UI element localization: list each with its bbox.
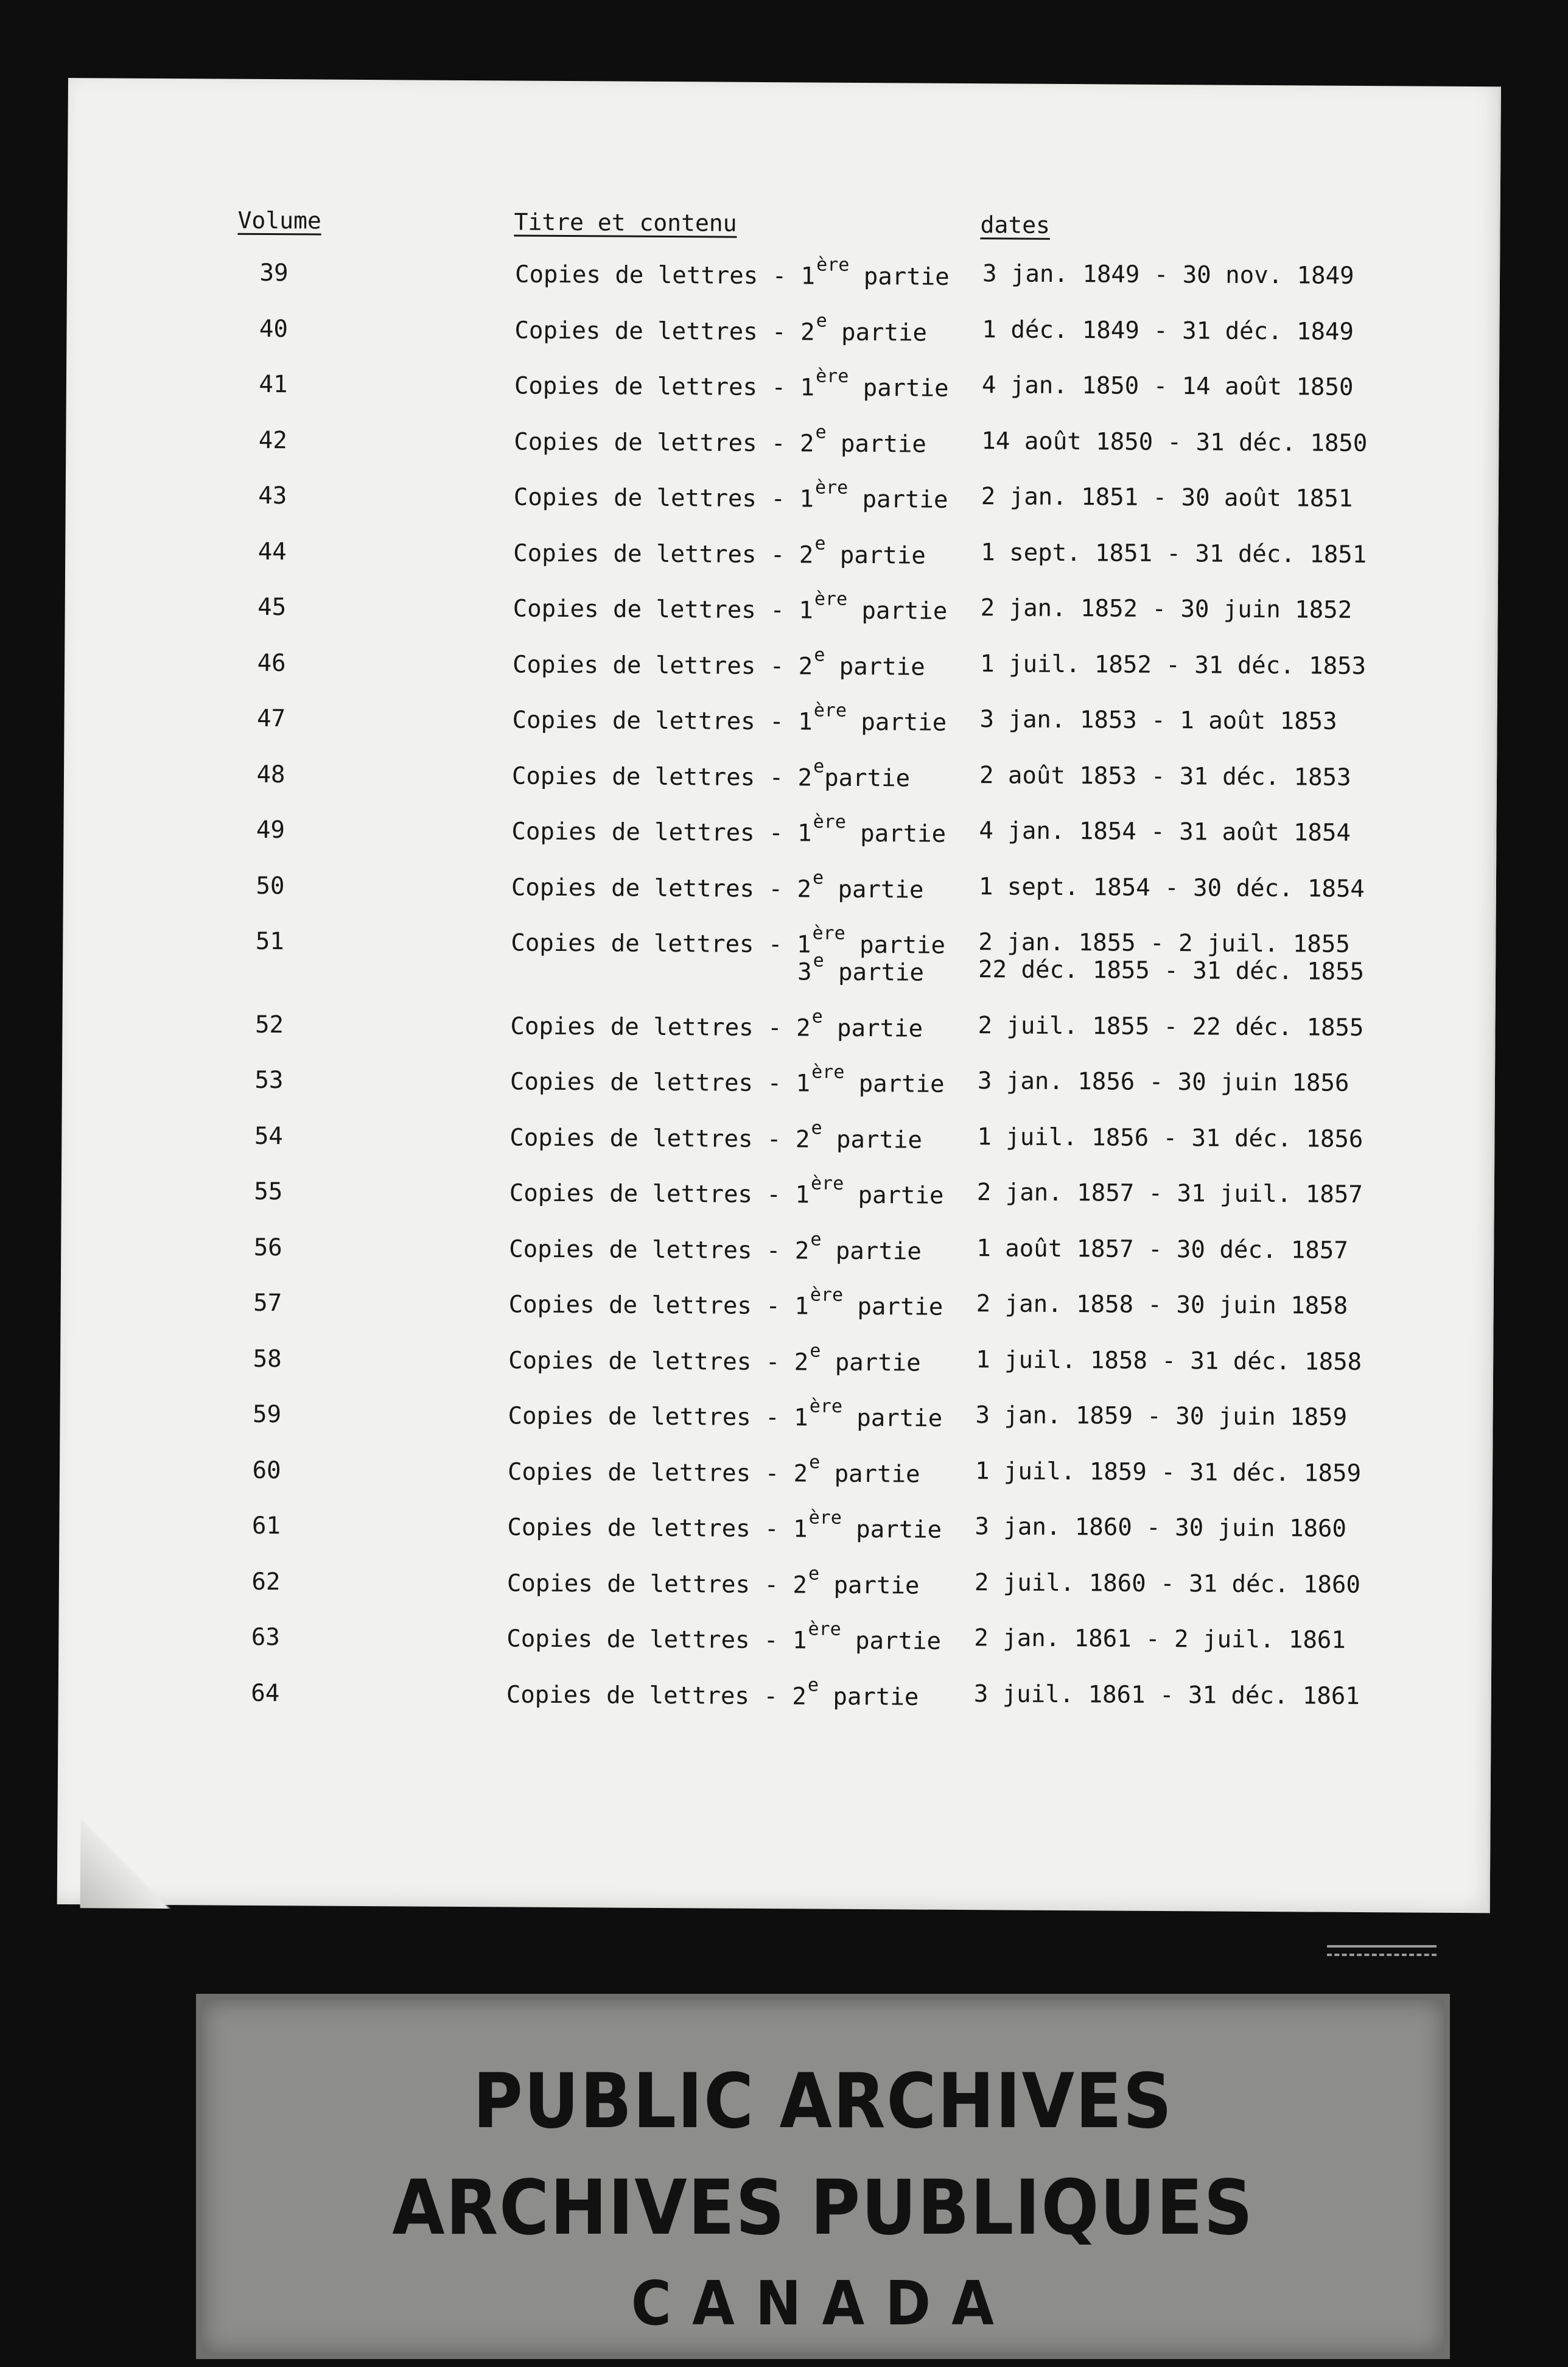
volume-title — [507, 1451, 920, 1489]
title-text: Copies de lettres - 1 — [508, 1291, 809, 1320]
title-superscript: ère — [814, 588, 848, 610]
volume-number: 62 — [251, 1568, 281, 1596]
volume-dates: 2 juil. 1860 - 31 déc. 1860 — [974, 1568, 1361, 1599]
volume-title — [506, 1562, 920, 1600]
title-superscript: ère — [808, 1507, 842, 1529]
volume-title — [506, 1674, 919, 1711]
volume-title — [508, 1284, 943, 1321]
stamp-line-2: ARCHIVES PUBLIQUES — [392, 2164, 1254, 2252]
volume-title — [510, 1005, 923, 1043]
title-text: Copies de lettres - 1 — [514, 372, 815, 402]
volume-title — [513, 533, 926, 570]
volume-number: 48 — [256, 760, 285, 788]
volume-number: 39 — [259, 259, 289, 287]
title-superscript: e — [810, 1339, 821, 1362]
volume-number: 46 — [257, 649, 286, 677]
volume-number: 56 — [253, 1233, 282, 1261]
title-suffix: partie — [849, 374, 949, 402]
volume-dates: 4 jan. 1850 - 14 août 1850 — [981, 371, 1354, 401]
title-suffix: partie — [844, 1070, 945, 1098]
title-text: Copies de lettres - 2 — [512, 650, 813, 680]
title-superscript: ère — [810, 1284, 844, 1306]
header-volume: Volume — [237, 206, 321, 234]
title-superscript: e — [813, 950, 824, 972]
title-superscript: e — [809, 1451, 821, 1473]
title-suffix: partie — [827, 318, 928, 347]
title-superscript: e — [810, 1228, 822, 1250]
title-superscript: ère — [816, 254, 850, 276]
title-suffix: partie — [849, 262, 950, 291]
title-text: Copies de lettres - 1 — [513, 483, 814, 513]
volume-dates: 2 jan. 1851 - 30 août 1851 — [981, 483, 1353, 513]
title-suffix: partie — [821, 1348, 921, 1377]
volume-number: 60 — [252, 1456, 281, 1484]
title-superscript: ère — [813, 811, 846, 833]
title-superscript: e — [813, 755, 825, 777]
volume-title — [513, 477, 948, 514]
title-superscript: ère — [813, 700, 847, 721]
title-text: Copies de lettres - 2 — [514, 316, 815, 346]
volume-dates: 3 jan. 1856 - 30 juin 1856 — [977, 1067, 1349, 1097]
volume-dates: 1 sept. 1854 - 30 déc. 1854 — [978, 872, 1365, 903]
volume-title — [513, 588, 948, 625]
volume-title — [507, 1507, 942, 1544]
title-text: 3 — [797, 958, 812, 986]
title-text: Copies de lettres - 2 — [506, 1680, 807, 1710]
title-text: Copies de lettres - 1 — [513, 595, 813, 625]
title-suffix: partie — [847, 597, 948, 625]
title-superscript: e — [816, 310, 827, 332]
stamp-line-3: CANADA — [631, 2268, 1015, 2339]
volume-number: 44 — [257, 538, 287, 566]
title-superscript: ère — [814, 477, 849, 499]
volume-number: 41 — [259, 370, 288, 399]
title-suffix: partie — [845, 931, 946, 959]
volume-title — [509, 1228, 922, 1266]
volume-title — [512, 644, 925, 681]
volume-number: 54 — [254, 1122, 284, 1150]
volume-dates: 2 jan. 1861 - 2 juil. 1861 — [974, 1624, 1346, 1654]
volume-number: 61 — [251, 1512, 281, 1540]
title-superscript: ère — [810, 1173, 844, 1194]
title-suffix: partie — [841, 1627, 942, 1655]
volume-dates: 1 sept. 1851 - 31 déc. 1851 — [981, 538, 1367, 569]
volume-number: 63 — [251, 1623, 280, 1652]
title-text: Copies de lettres - 2 — [506, 1569, 808, 1599]
volume-title — [511, 811, 947, 848]
title-text: Copies de lettres - 2 — [509, 1123, 810, 1153]
volume-title — [514, 254, 950, 291]
volume-dates: 3 jan. 1860 - 30 juin 1860 — [975, 1513, 1347, 1543]
document-page — [57, 78, 1501, 1913]
title-text: Copies de lettres - 1 — [511, 929, 811, 959]
volume-title — [514, 421, 927, 458]
title-text: Copies de lettres - 2 — [509, 1235, 810, 1264]
header-dates: dates — [980, 211, 1051, 239]
volume-title — [514, 365, 949, 402]
volume-dates-continuation: 22 déc. 1855 - 31 déc. 1855 — [978, 956, 1365, 986]
header-title: Titre et contenu — [514, 208, 737, 237]
volume-number: 53 — [254, 1066, 284, 1095]
volume-title — [511, 866, 924, 904]
title-suffix: partie — [820, 1460, 920, 1489]
title-suffix: partie — [826, 430, 927, 458]
title-text: Copies de lettres - 1 — [509, 1068, 811, 1098]
title-text: Copies de lettres - 2 — [513, 539, 814, 569]
volume-dates: 4 jan. 1854 - 31 août 1854 — [979, 817, 1351, 847]
title-suffix: partie — [846, 708, 947, 737]
title-text: Copies de lettres - 1 — [512, 706, 813, 736]
archives-stamp — [196, 1994, 1450, 2359]
title-superscript: e — [811, 1117, 822, 1139]
volume-number: 42 — [258, 426, 287, 454]
title-text: Copies de lettres - 2 — [507, 1457, 808, 1487]
volume-title — [509, 1173, 944, 1210]
volume-title — [509, 1117, 923, 1154]
volume-dates: 1 déc. 1849 - 31 déc. 1849 — [982, 315, 1354, 346]
volume-title — [511, 922, 946, 959]
stamp-line-1: PUBLIC ARCHIVES — [473, 2058, 1173, 2145]
volume-number: 58 — [253, 1345, 282, 1373]
title-text: Copies de lettres - 1 — [507, 1513, 808, 1543]
title-superscript: e — [814, 644, 825, 666]
title-superscript: ère — [811, 1061, 845, 1083]
volume-dates: 1 août 1857 - 30 déc. 1857 — [976, 1234, 1348, 1264]
volume-title — [514, 310, 928, 347]
volume-dates: 2 jan. 1855 - 2 juil. 1855 — [978, 928, 1350, 958]
volume-number: 49 — [256, 816, 285, 844]
volume-dates: 2 août 1853 - 31 déc. 1853 — [979, 761, 1351, 791]
title-text: Copies de lettres - 2 — [514, 427, 814, 457]
volume-dates: 3 jan. 1849 - 30 nov. 1849 — [982, 260, 1354, 290]
volume-dates: 1 juil. 1852 - 31 déc. 1853 — [980, 650, 1367, 680]
volume-title-continuation — [797, 950, 925, 987]
volume-dates: 14 août 1850 - 31 déc. 1850 — [981, 427, 1368, 457]
volume-number: 47 — [256, 704, 286, 733]
volume-number: 45 — [257, 593, 287, 622]
volume-title — [512, 700, 947, 737]
title-superscript: e — [812, 866, 824, 889]
title-superscript: ère — [816, 365, 849, 387]
title-text: Copies de lettres - 2 — [510, 1012, 811, 1042]
volume-dates: 1 juil. 1856 - 31 déc. 1856 — [977, 1123, 1363, 1153]
title-text: Copies de lettres - 1 — [509, 1179, 810, 1209]
volume-title — [509, 1061, 945, 1098]
title-suffix: partie — [824, 764, 911, 792]
title-suffix: partie — [819, 1571, 920, 1600]
volume-dates: 1 juil. 1858 - 31 déc. 1858 — [976, 1345, 1362, 1376]
title-superscript: e — [807, 1674, 819, 1696]
title-text: Copies de lettres - 2 — [511, 873, 812, 903]
volume-dates: 3 juil. 1861 - 31 déc. 1861 — [973, 1680, 1360, 1710]
volume-number: 43 — [258, 482, 287, 510]
title-text: Copies de lettres - 1 — [511, 818, 812, 847]
title-suffix: partie — [847, 485, 948, 514]
title-text: Copies de lettres - 2 — [511, 762, 813, 791]
title-suffix: partie — [842, 1292, 943, 1321]
title-text: Copies de lettres - 1 — [514, 261, 816, 290]
volume-number: 51 — [255, 927, 284, 956]
title-suffix: partie — [845, 819, 947, 848]
volume-dates: 2 jan. 1857 - 31 juil. 1857 — [976, 1179, 1363, 1209]
volume-dates: 1 juil. 1859 - 31 déc. 1859 — [975, 1457, 1362, 1487]
title-text: Copies de lettres - 1 — [508, 1402, 808, 1432]
volume-dates: 3 jan. 1853 - 1 août 1853 — [979, 706, 1337, 735]
volume-title — [511, 755, 911, 792]
volume-number: 57 — [253, 1289, 282, 1317]
volume-number: 50 — [256, 872, 285, 900]
volume-number: 55 — [254, 1177, 283, 1206]
title-suffix: partie — [818, 1683, 919, 1711]
title-suffix: partie — [825, 653, 925, 681]
volume-dates: 2 juil. 1855 - 22 déc. 1855 — [978, 1011, 1364, 1042]
title-suffix: partie — [825, 541, 926, 570]
title-suffix: partie — [822, 1126, 923, 1154]
ruler-mark — [1327, 1945, 1437, 1956]
title-suffix: partie — [822, 1014, 923, 1043]
title-superscript: ère — [808, 1618, 841, 1640]
title-superscript: e — [811, 1005, 823, 1028]
title-superscript: e — [815, 421, 827, 443]
title-suffix: partie — [841, 1515, 942, 1544]
volume-title — [508, 1395, 943, 1432]
volume-title — [508, 1339, 921, 1377]
volume-dates: 2 jan. 1852 - 30 juin 1852 — [980, 594, 1353, 624]
title-superscript: ère — [809, 1395, 843, 1417]
title-superscript: ère — [812, 922, 845, 944]
title-superscript: e — [814, 533, 826, 555]
title-suffix: partie — [842, 1404, 943, 1432]
volume-dates: 2 jan. 1858 - 30 juin 1858 — [976, 1290, 1348, 1320]
title-suffix: partie — [821, 1237, 922, 1266]
volume-number: 64 — [251, 1679, 280, 1707]
volume-number: 40 — [259, 315, 289, 343]
title-suffix: partie — [824, 958, 925, 987]
title-superscript: e — [808, 1562, 820, 1585]
title-suffix: partie — [823, 875, 924, 904]
title-suffix: partie — [843, 1181, 944, 1210]
volume-dates: 3 jan. 1859 - 30 juin 1859 — [975, 1401, 1348, 1431]
volume-number: 52 — [254, 1011, 284, 1039]
volume-title — [506, 1618, 942, 1655]
title-text: Copies de lettres - 2 — [508, 1346, 809, 1376]
volume-number: 59 — [252, 1400, 282, 1429]
title-text: Copies de lettres - 1 — [506, 1625, 807, 1655]
